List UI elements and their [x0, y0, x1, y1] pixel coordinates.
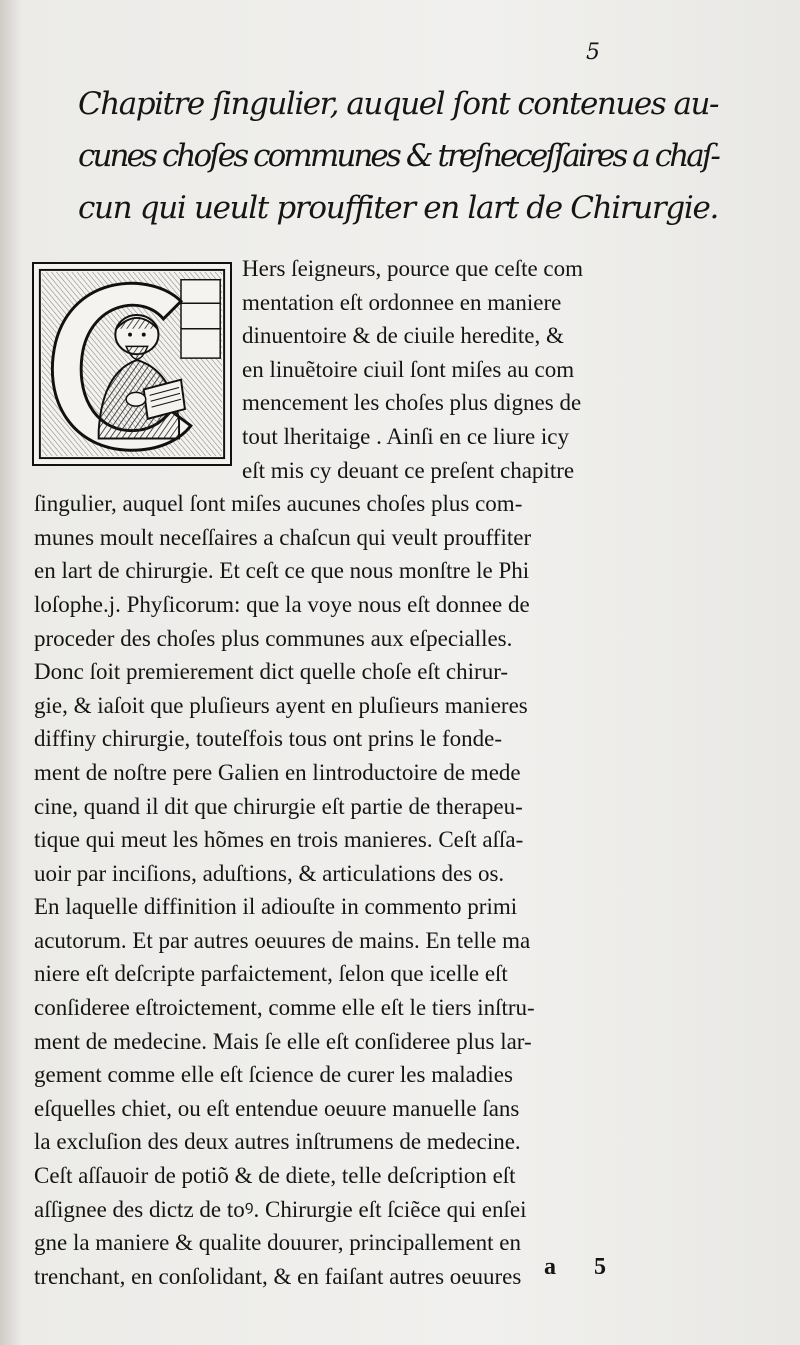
text-line: acutorum. Et par autres oeuures de mains. En telle ma [34, 927, 531, 953]
text-line: Hers ſeigneurs, pource que ceſte com [242, 256, 584, 281]
folio-number: 5 [586, 40, 600, 65]
text-line: loſophe.j. Phyſicorum: que la voye nous eſt donnee de [34, 591, 530, 617]
text-line: munes moult neceſſaires a chaſcun qui veult prouffiter [34, 524, 532, 550]
signature-mark: a 5 [544, 1254, 622, 1280]
text-line: Donc ſoit premierement dict quelle choſe eſt chirur- [34, 659, 509, 685]
heading-line: Chapitre ſingulier, auquel ſont contenues au- [78, 86, 718, 122]
text-line: diffiny chirurgie, touteſfois tous ont prins le fonde- [34, 726, 503, 752]
text-line: trenchant, en conſolidant, & en faiſant autres oeuures [34, 1263, 522, 1289]
text-line: gie, & iaſoit que pluſieurs ayent en pluſieurs manieres [34, 692, 528, 718]
text-line: mencement les choſes plus dignes de [242, 390, 582, 416]
text-line: la excluſion des deux autres inſtrumens de medecine. [34, 1129, 521, 1155]
text-line: niere eſt deſcripte parfaictement, ſelon que icelle eſt [34, 961, 508, 987]
text-line: dinuentoire & de ciuile heredite, & [242, 323, 564, 349]
text-line: En laquelle diffinition il adiouſte in commento primi [34, 894, 518, 920]
text-line: uoir par inciſions, aduſtions, & articulations des os. [34, 860, 505, 886]
text-line: tout lheritaige . Ainſi en ce liure icy [242, 423, 570, 449]
text-line: eſquelles chiet, ou eſt entendue oeuure manuelle ſans [34, 1095, 520, 1121]
heading-line: cunes choſes communes & treſneceſſaires a chaſ- [78, 138, 718, 174]
text-line: aſſignee des dictz de toꝰ. Chirurgie eſt ſciẽce qui enſei [34, 1196, 527, 1222]
text-line: ſingulier, auquel ſont miſes aucunes choſes plus com- [34, 491, 523, 517]
text-line: Ceſt aſſauoir de potiõ & de diete, telle deſcription eſt [34, 1163, 516, 1189]
text-line: ment de medecine. Mais ſe elle eſt conſideree plus lar- [34, 1028, 532, 1054]
text-line: en linuẽtoire ciuil ſont miſes au com [242, 356, 575, 382]
text-line: tique qui meut les hõmes en trois manieres. Ceſt aſſa- [34, 827, 524, 853]
text-line: ment de noſtre pere Galien en lintroductoire de mede [34, 759, 521, 785]
text-line: cine, quand il dit que chirurgie eſt partie de therapeu- [34, 793, 523, 819]
text-line: conſideree eſtroictement, comme elle eſt le tiers inſtru- [34, 995, 535, 1021]
text-line: mentation eſt ordonnee en maniere [242, 289, 562, 315]
chapter-body-text [34, 252, 694, 1293]
text-line: en lart de chirurgie. Et ceſt ce que nous monſtre le Phi [34, 558, 530, 584]
text-line: gne la maniere & qualite douurer, principallement en [34, 1230, 521, 1256]
text-line: gement comme elle eſt ſcience de curer les maladies [34, 1062, 513, 1088]
text-line: eſt mis cy deuant ce preſent chapitre [242, 457, 575, 483]
heading-line: cun qui ueult prouffiter en lart de Chirurgie. [78, 190, 718, 226]
text-line: proceder des choſes plus communes aux eſpecialles. [34, 625, 513, 651]
chapter-heading [78, 78, 718, 234]
